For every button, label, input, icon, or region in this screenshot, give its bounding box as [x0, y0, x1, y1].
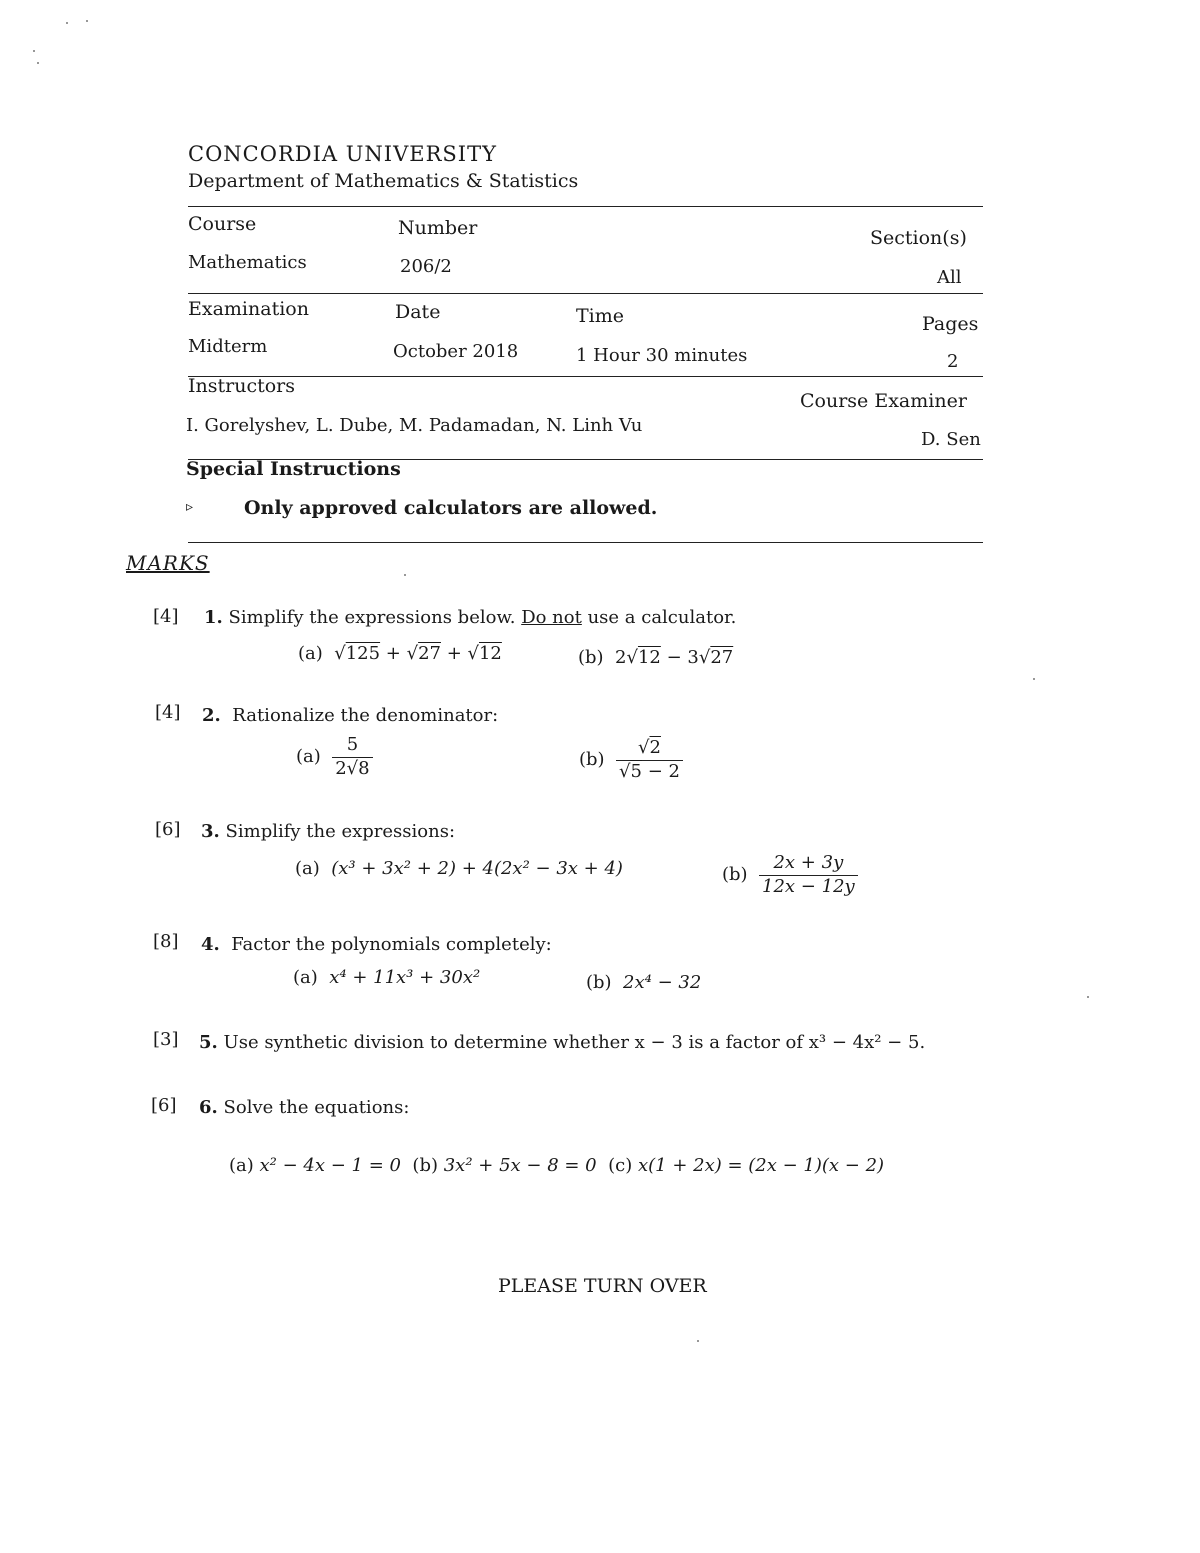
divider [188, 376, 983, 377]
question-6 [199, 1097, 409, 1118]
question-number: 5. [199, 1032, 218, 1053]
part-label: (c) [608, 1155, 633, 1176]
course-label: Course [188, 213, 257, 235]
course-value: Mathematics [188, 252, 307, 273]
question-number: 2. [202, 705, 221, 726]
time-value: 1 Hour 30 minutes [576, 345, 748, 366]
scan-speck [1033, 678, 1035, 680]
question-text: use a calculator. [587, 607, 737, 628]
question-marks: [3] [153, 1029, 179, 1050]
math-expression: 3x² + 5x − 8 = 0 [443, 1155, 597, 1176]
instructors-value: I. Gorelyshev, L. Dube, M. Padamadan, N. Linh Vu [186, 415, 643, 436]
question-marks: [8] [153, 931, 179, 952]
special-instructions-text: Only approved calculators are allowed. [244, 497, 658, 519]
q4-part-b [586, 972, 701, 993]
question-number: 6. [199, 1097, 218, 1118]
part-label: (b) [579, 749, 605, 771]
part-label: (a) [298, 643, 323, 664]
fraction: $\frac{5}{2√8}$ [332, 735, 372, 779]
pages-label: Pages [922, 313, 979, 335]
question-marks: [4] [155, 702, 181, 723]
fraction: $\frac{√2}{√5 - 2}$ [616, 738, 683, 782]
instructors-label: Instructors [188, 375, 295, 397]
exam-label: Examination [188, 298, 309, 320]
math-expression: x(1 + 2x) = (2x − 1)(x − 2) [637, 1155, 885, 1176]
math-expression: 2√12 − 3√27 [615, 647, 734, 668]
math-expression: x⁴ + 11x³ + 30x² [329, 967, 481, 988]
q3-part-a [295, 858, 623, 879]
part-label: (b) [586, 972, 612, 993]
examiner-value: D. Sen [921, 429, 981, 450]
divider [188, 542, 983, 543]
scan-speck [1087, 996, 1089, 998]
department-name: Department of Mathematics & Statistics [188, 170, 579, 192]
scan-speck [37, 62, 39, 64]
question-emphasis: Do not [521, 607, 582, 628]
scan-speck [33, 50, 35, 52]
pages-value: 2 [947, 351, 959, 372]
q1-part-a [298, 643, 502, 664]
q6-parts [229, 1155, 884, 1176]
turn-over-note: PLEASE TURN OVER [498, 1275, 707, 1297]
number-label: Number [398, 217, 478, 239]
question-marks: [6] [155, 819, 181, 840]
question-marks: [6] [151, 1095, 177, 1116]
question-text: Factor the polynomials completely: [231, 934, 552, 955]
marks-heading: MARKS [126, 551, 210, 575]
part-label: (a) [296, 746, 321, 768]
time-label: Time [576, 305, 625, 327]
exam-value: Midterm [188, 336, 268, 357]
question-text: Solve the equations: [223, 1097, 410, 1118]
part-label: (a) [295, 858, 320, 879]
divider [188, 206, 983, 207]
part-label: (a) [229, 1155, 254, 1176]
bullet-icon: ▹ [186, 499, 194, 515]
scan-speck [66, 22, 68, 24]
question-number: 4. [201, 934, 220, 955]
q2-part-a [296, 735, 373, 779]
part-label: (b) [412, 1155, 438, 1176]
special-instructions-label: Special Instructions [186, 458, 401, 480]
question-text: Use synthetic division to determine whether x − 3 is a factor of x³ − 4x² − 5. [223, 1032, 926, 1053]
sections-label: Section(s) [870, 227, 967, 249]
math-expression: (x³ + 3x² + 2) + 4(2x² − 3x + 4) [331, 858, 623, 879]
question-5 [199, 1032, 925, 1053]
question-text: Rationalize the denominator: [232, 705, 499, 726]
divider [188, 293, 983, 294]
date-value: October 2018 [393, 341, 519, 362]
q1-part-b [578, 647, 733, 668]
university-name: CONCORDIA UNIVERSITY [188, 142, 497, 166]
scan-speck [86, 20, 88, 22]
part-label: (b) [722, 864, 748, 886]
examiner-label: Course Examiner [800, 390, 967, 412]
q2-part-b [579, 738, 683, 782]
question-marks: [4] [153, 606, 179, 627]
question-text: Simplify the expressions: [225, 821, 456, 842]
q4-part-a [293, 967, 480, 988]
question-text: Simplify the expressions below. [228, 607, 516, 628]
fraction: $\frac{2x + 3y}{12x - 12y}$ [759, 853, 858, 897]
question-4 [201, 934, 552, 955]
number-value: 206/2 [400, 256, 452, 277]
question-2 [202, 705, 498, 726]
sections-value: All [937, 267, 962, 288]
question-number: 3. [201, 821, 220, 842]
math-expression: x² − 4x − 1 = 0 [259, 1155, 401, 1176]
scan-speck [697, 1340, 699, 1342]
date-label: Date [395, 301, 441, 323]
math-expression: 2x⁴ − 32 [623, 972, 702, 993]
q3-part-b [722, 853, 858, 897]
question-number: 1. [204, 607, 223, 628]
question-3 [201, 821, 455, 842]
question-1 [204, 607, 736, 628]
part-label: (a) [293, 967, 318, 988]
math-expression: √125 + √27 + √12 [334, 643, 502, 664]
scan-speck [404, 574, 406, 576]
part-label: (b) [578, 647, 604, 668]
